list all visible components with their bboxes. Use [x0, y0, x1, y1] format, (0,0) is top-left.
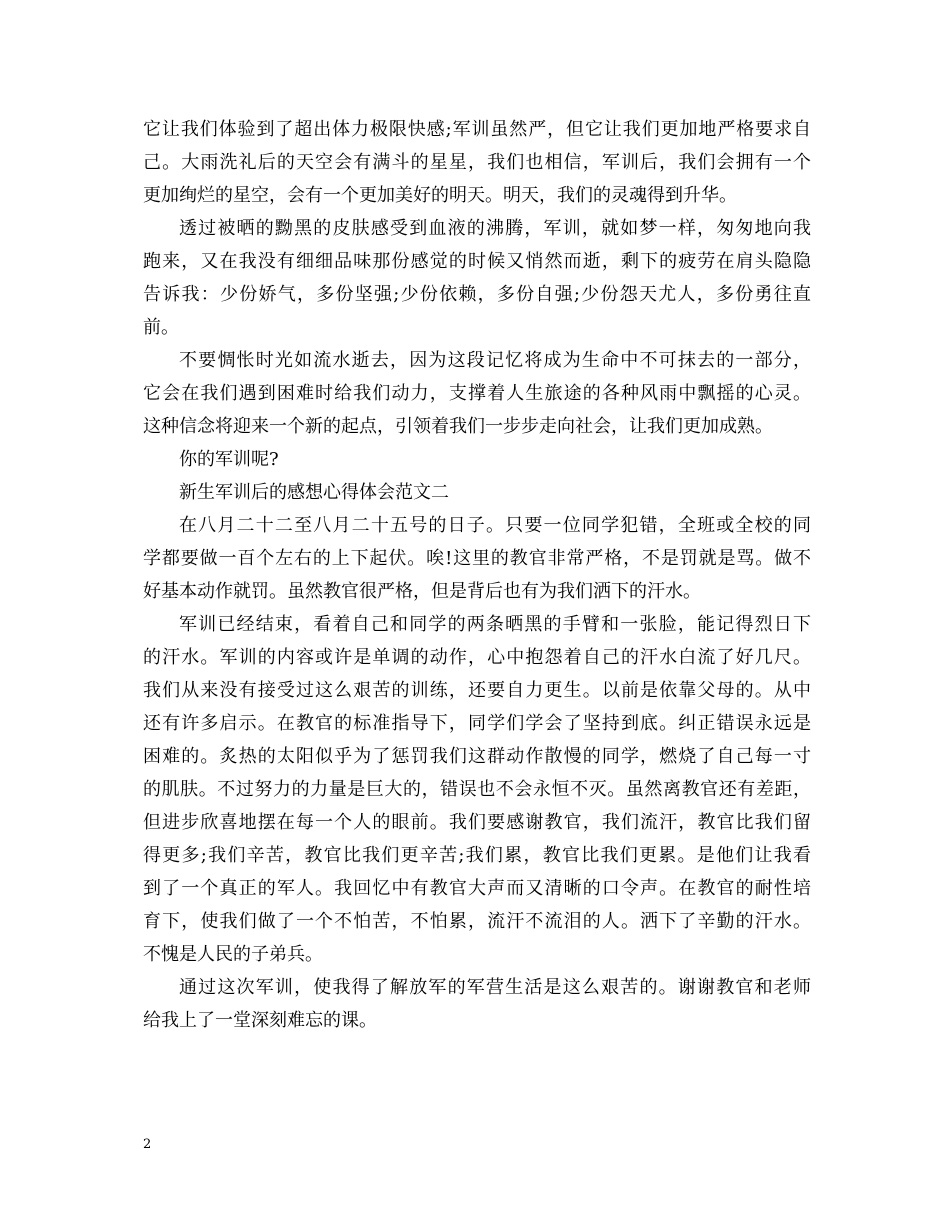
paragraph-line: 给我上了一堂深刻难忘的课。	[143, 1010, 377, 1031]
paragraph-line: 困难的。炙热的太阳似乎为了惩罚我们这群动作散慢的同学，燃烧了自己每一寸	[143, 746, 811, 767]
paragraph-line: 但进步欣喜地摆在每一个人的眼前。我们要感谢教官，我们流汗，教官比我们留	[143, 812, 811, 833]
paragraph-line: 你的军训呢?	[179, 449, 279, 470]
paragraph-line: 的汗水。军训的内容或许是单调的动作，心中抱怨着自己的汗水白流了好几尺。	[143, 647, 811, 668]
paragraph-line: 告诉我：少份娇气，多份坚强;少份依赖，多份自强;少份怨天尤人，多份勇往直	[143, 284, 811, 305]
paragraph-line: 学都要做一百个左右的上下起伏。唉!这里的教官非常严格，不是罚就是骂。做不	[143, 548, 811, 569]
paragraph-line: 跑来，又在我没有细细品味那份感觉的时候又悄然而逝，剩下的疲劳在肩头隐隐	[143, 251, 811, 272]
section-heading: 新生军训后的感想心得体会范文二	[179, 482, 449, 503]
paragraph-line: 前。	[143, 317, 179, 338]
paragraph-line: 到了一个真正的军人。我回忆中有教官大声而又清晰的口令声。在教官的耐性培	[143, 878, 811, 899]
document-body	[143, 113, 811, 1037]
paragraph-line: 己。大雨洗礼后的天空会有满斗的星星，我们也相信，军训后，我们会拥有一个	[143, 152, 811, 173]
paragraph-line: 好基本动作就罚。虽然教官很严格，但是背后也有为我们洒下的汗水。	[143, 581, 701, 602]
paragraph-line: 它会在我们遇到困难时给我们动力，支撑着人生旅途的各种风雨中飘摇的心灵。	[143, 383, 811, 404]
paragraph-line: 通过这次军训，使我得了解放军的军营生活是这么艰苦的。谢谢教官和老师	[179, 977, 811, 998]
paragraph-line: 在八月二十二至八月二十五号的日子。只要一位同学犯错，全班或全校的同	[179, 515, 811, 536]
paragraph-line: 育下，使我们做了一个不怕苦，不怕累，流汗不流泪的人。洒下了辛勤的汗水。	[143, 911, 811, 932]
page-number: 2	[143, 1137, 152, 1152]
paragraph-line: 它让我们体验到了超出体力极限快感;军训虽然严，但它让我们更加地严格要求自	[143, 119, 811, 140]
paragraph-line: 这种信念将迎来一个新的起点，引领着我们一步步走向社会，让我们更加成熟。	[143, 416, 773, 437]
paragraph-line: 的肌肤。不过努力的力量是巨大的，错误也不会永恒不灭。虽然离教官还有差距，	[143, 779, 811, 800]
paragraph-line: 不要惆怅时光如流水逝去，因为这段记忆将成为生命中不可抹去的一部分，	[179, 350, 811, 371]
paragraph-line: 我们从来没有接受过这么艰苦的训练，还要自力更生。以前是依靠父母的。从中	[143, 680, 811, 701]
paragraph-line: 透过被晒的黝黑的皮肤感受到血液的沸腾，军训，就如梦一样，匆匆地向我	[179, 218, 811, 239]
paragraph-line: 军训已经结束，看着自己和同学的两条晒黑的手臂和一张脸，能记得烈日下	[179, 614, 811, 635]
paragraph-line: 还有许多启示。在教官的标准指导下，同学们学会了坚持到底。纠正错误永远是	[143, 713, 811, 734]
paragraph-line: 更加绚烂的星空，会有一个更加美好的明天。明天，我们的灵魂得到升华。	[143, 185, 737, 206]
paragraph-line: 不愧是人民的子弟兵。	[143, 944, 323, 965]
paragraph-line: 得更多;我们辛苦，教官比我们更辛苦;我们累，教官比我们更累。是他们让我看	[143, 845, 811, 866]
